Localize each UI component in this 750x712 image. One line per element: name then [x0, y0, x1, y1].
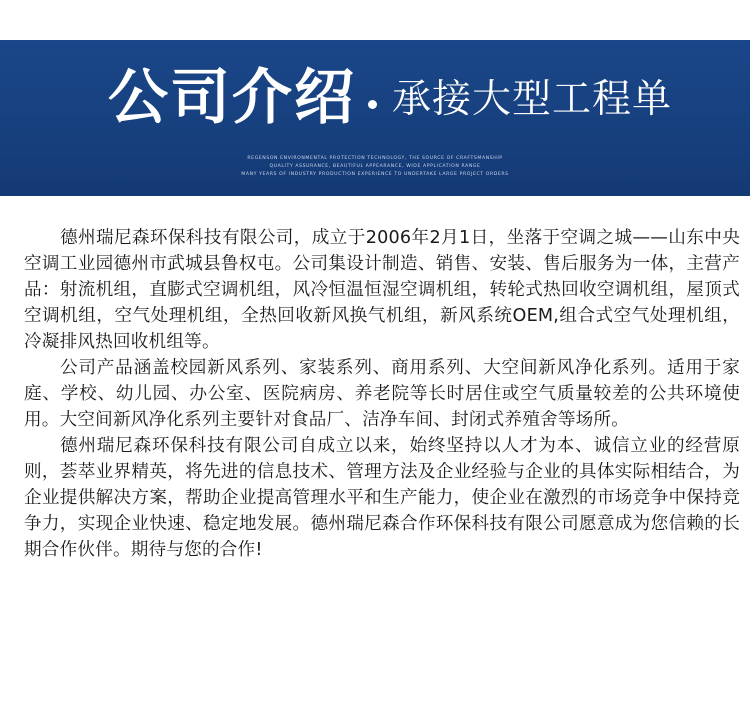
- top-whitespace: [0, 0, 750, 40]
- banner-tagline-line: MANY YEARS OF INDUSTRY PRODUCTION EXPERIENCE TO UNDERTAKE LARGE PROJECT ORDERS: [241, 172, 509, 177]
- intro-paragraph: 德州瑞尼森环保科技有限公司，成立于2006年2月1日，坐落于空调之城——山东中央空调工业园德州市武城县鲁权屯。公司集设计制造、销售、安装、售后服务为一体，主营产品：射流机组，直膨式空调机组，风冷恒温恒湿空调机组，转轮式热回收空调机组，屋顶式空调机组，空气处理机组，全热回收新风换气机组，新风系统OEM,组合式空气处理机组，冷凝排风热回收机组等。: [24, 228, 740, 352]
- banner-tagline-line: REGENSON ENVIRONMENTAL PROTECTION TECHNOLOGY, THE SOURCE OF CRAFTSMANSHIP: [247, 156, 503, 161]
- company-introduction-body: [24, 225, 740, 563]
- banner-title: 公司介绍: [108, 63, 356, 133]
- banner-tagline-line: QUALITY ASSURANCE, BEAUTIFUL APPEARANCE, WIDE APPLICATION RANGE: [269, 164, 481, 169]
- banner-subtitle: 承接大型工程单: [392, 77, 673, 122]
- separator-dot-icon: [368, 100, 377, 109]
- products-paragraph: 公司产品涵盖校园新风系列、家装系列、商用系列、大空间新风净化系列。适用于家庭、学校、幼儿园、办公室、医院病房、养老院等长时居住或空气质量较差的公共环境使用。大空间新风净化系列主要针对食品厂、洁净车间、封闭式养殖舍等场所。: [24, 358, 740, 430]
- philosophy-paragraph: 德州瑞尼森环保科技有限公司自成立以来，始终坚持以人才为本、诚信立业的经营原则，荟萃业界精英，将先进的信息技术、管理方法及企业经验与企业的具体实际相结合，为企业提供解决方案，帮助企业提高管理水平和生产能力，使企业在激烈的市场竞争中保持竞争力，实现企业快速、稳定地发展。德州瑞尼森合作环保科技有限公司愿意成为您信赖的长期合作伙伴。期待与您的合作!: [24, 436, 740, 560]
- header-banner: [0, 40, 750, 196]
